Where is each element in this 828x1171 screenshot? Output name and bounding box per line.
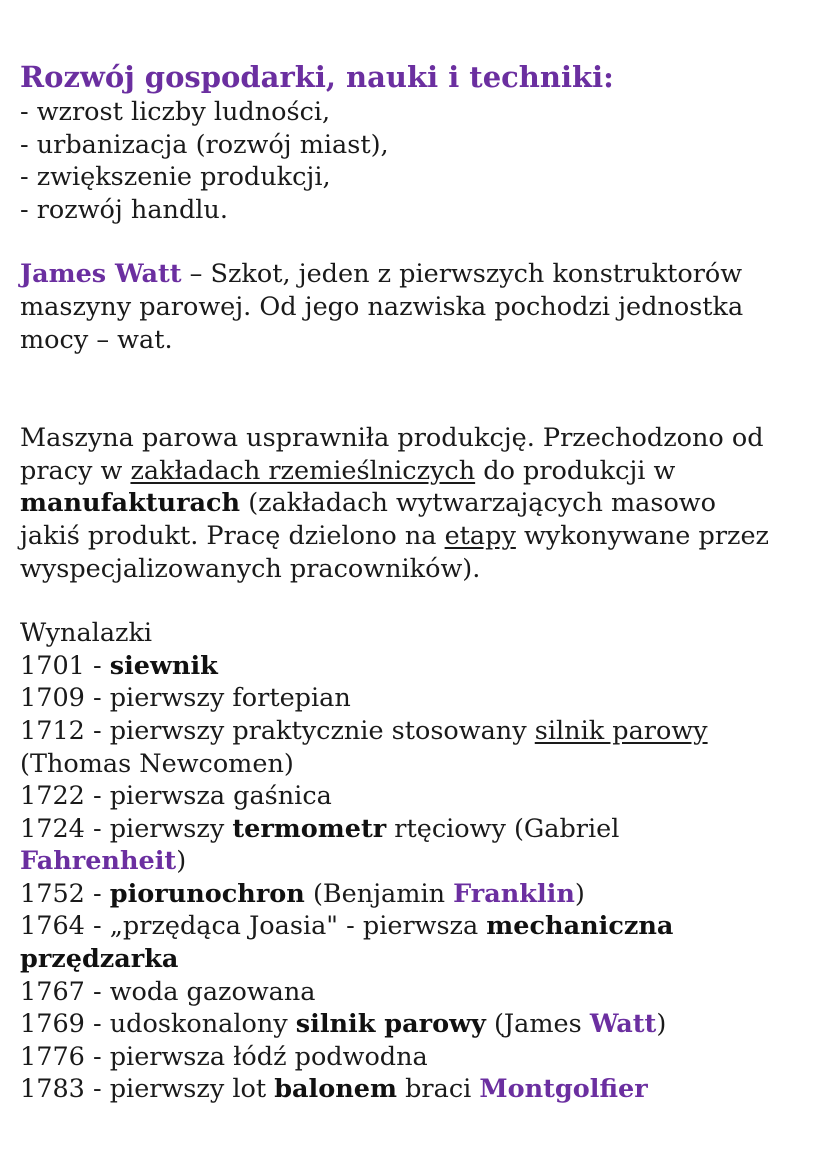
invention-text: rtęciowy (Gabriel	[386, 813, 620, 844]
paragraph-line: Maszyna parowa usprawniła produkcję. Przechodzono od	[20, 423, 764, 454]
underlined-term: silnik parowy	[534, 715, 708, 746]
list-item: - rozwój handlu.	[20, 194, 228, 225]
manufaktura-paragraph	[20, 422, 810, 585]
invention-item-continued: (Thomas Newcomen)	[20, 748, 294, 779]
bold-term: silnik parowy	[295, 1009, 486, 1040]
bullet-list	[20, 96, 810, 226]
paragraph-text: do produkcji w	[475, 455, 676, 486]
invention-item	[20, 1073, 810, 1106]
invention-item-continued	[20, 943, 810, 976]
invention-item	[20, 910, 810, 943]
invention-item	[20, 650, 810, 683]
watt-name: James Watt	[20, 259, 182, 290]
invention-text: (James	[485, 1009, 590, 1040]
invention-text: 1783 - pierwszy lot	[20, 1074, 275, 1105]
watt-text: – Szkot, jeden z pierwszych konstruktorów	[181, 259, 743, 290]
invention-text: 1769 - udoskonalony	[20, 1009, 296, 1040]
paragraph-text: (zakładach wytwarzających masowo	[240, 488, 716, 519]
invention-item-continued	[20, 845, 810, 878]
person-name: Watt	[589, 1009, 657, 1040]
inventions-list	[20, 617, 810, 1106]
invention-text: braci	[397, 1074, 480, 1105]
paragraph-text: jakiś produkt. Pracę dzielono na	[20, 520, 445, 551]
underlined-term: etapy	[444, 520, 516, 551]
invention-item	[20, 715, 810, 748]
person-name: Franklin	[453, 878, 575, 909]
james-watt-paragraph	[20, 258, 810, 356]
invention-text: 1712 - pierwszy praktycznie stosowany	[20, 715, 535, 746]
invention-text: )	[656, 1009, 667, 1040]
invention-text: 1701 -	[20, 650, 110, 681]
bold-term: piorunochron	[109, 878, 305, 909]
paragraph-text: wykonywane przez	[515, 520, 769, 551]
underlined-term: zakładach rzemieślniczych	[130, 455, 476, 486]
person-name: Montgolfier	[479, 1074, 648, 1105]
bold-term: mechaniczna	[486, 911, 674, 942]
invention-item	[20, 813, 810, 846]
watt-text: maszyny parowej. Od jego nazwiska pochodzi jednostka	[20, 291, 744, 322]
bold-term: manufakturach	[20, 488, 241, 519]
invention-item: 1709 - pierwszy fortepian	[20, 683, 351, 714]
list-item: - wzrost liczby ludności,	[20, 97, 331, 127]
invention-text: )	[176, 846, 187, 877]
invention-text: )	[574, 878, 585, 909]
invention-text: 1764 - „przędąca Joasia" - pierwsza	[20, 911, 487, 942]
bold-term: balonem	[274, 1074, 397, 1105]
person-name: Fahrenheit	[20, 846, 177, 877]
invention-item: 1722 - pierwsza gaśnica	[20, 781, 332, 812]
invention-text: (Benjamin	[304, 878, 454, 909]
inventions-title: Wynalazki	[20, 618, 153, 649]
invention-item: 1767 - woda gazowana	[20, 976, 316, 1007]
invention-item	[20, 878, 810, 911]
bold-term: siewnik	[109, 650, 218, 681]
invention-text: 1724 - pierwszy	[20, 813, 233, 844]
watt-text: mocy – wat.	[20, 324, 173, 355]
invention-item: 1776 - pierwsza łódź podwodna	[20, 1041, 428, 1072]
bold-term: przędzarka	[20, 944, 179, 975]
section-heading: Rozwój gospodarki, nauki i techniki:	[20, 60, 614, 94]
list-item: - urbanizacja (rozwój miast),	[20, 129, 389, 160]
list-item: - zwiększenie produkcji,	[20, 162, 331, 193]
paragraph-text: pracy w	[20, 455, 131, 486]
paragraph-line: wyspecjalizowanych pracowników).	[20, 553, 481, 584]
bold-term: termometr	[232, 813, 387, 844]
invention-text: 1752 -	[20, 878, 110, 909]
invention-item	[20, 1008, 810, 1041]
